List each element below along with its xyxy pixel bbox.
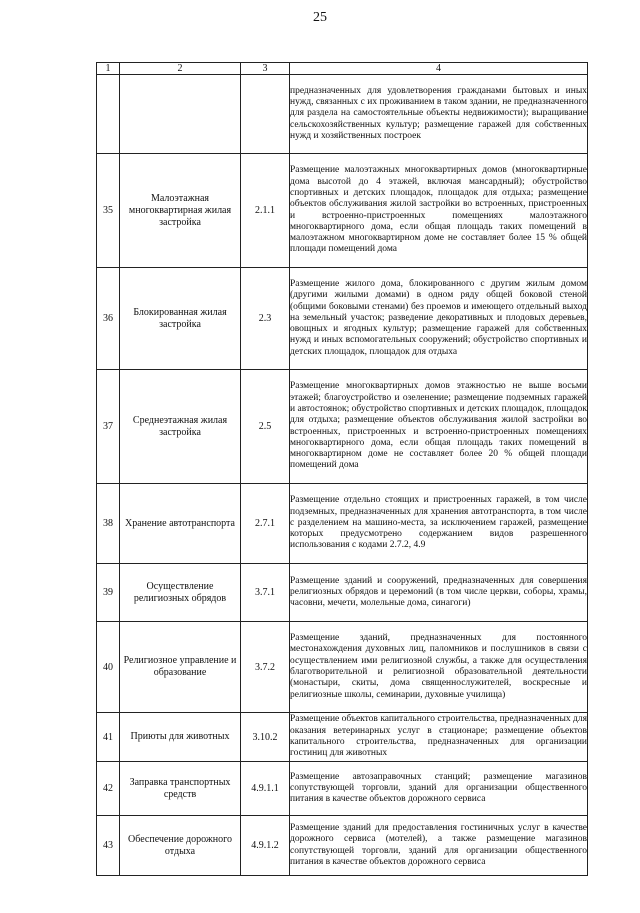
use-type-description: Размещение зданий для предоставления гостиничных услуг в качестве дорожного сервиса (мотелей), а также размещение магазинов сопутствующей торговли, зданий для организации общественного питания в качестве объектов дорожного сервиса bbox=[290, 816, 588, 876]
use-type-name bbox=[120, 75, 241, 154]
table-row bbox=[97, 154, 588, 268]
table-row bbox=[97, 564, 588, 622]
use-type-description: предназначенных для удовлетворения гражданами бытовых и иных нужд, связанных с их проживанием в таком здании, не предназначенного для раздела на самостоятельные объекты недвижимости); выращивание сельскохозяйственных культур; размещение гаражей для собственных нужд и хозяйственных построек bbox=[290, 75, 588, 154]
use-type-name: Хранение автотранспорта bbox=[120, 484, 241, 564]
land-use-table bbox=[96, 62, 588, 876]
use-type-description: Размещение многоквартирных домов этажностью не выше восьми этажей; благоустройство и озеленение; размещение подземных гаражей и автостоянок; обустройство спортивных и детских площадок, площадок для отдыха; размещение объектов обслуживания жилой застройки во встроенных, пристроенных и встроенно-пристроенных помещениях многоквартирного дома, если общая площадь таких помещений в многоквартирном доме не составляет более 20 % общей площади помещений дома bbox=[290, 370, 588, 484]
table-row bbox=[97, 268, 588, 370]
use-type-name: Блокированная жилая застройка bbox=[120, 268, 241, 370]
use-type-code bbox=[241, 75, 290, 154]
row-number bbox=[97, 75, 120, 154]
use-type-description: Размещение зданий, предназначенных для постоянного местонахождения духовных лиц, паломников и послушников в связи с осуществлением ими религиозной службы, а также для осуществления благотворительной и религиозной образовательной деятельности (монастыри, скиты, дома священнослужителей, воскресные и религиозные школы, семинарии, духовные училища) bbox=[290, 622, 588, 713]
use-type-code: 2.1.1 bbox=[241, 154, 290, 268]
use-type-name: Заправка транспортных средств bbox=[120, 762, 241, 816]
row-number: 40 bbox=[97, 622, 120, 713]
table-row bbox=[97, 75, 588, 154]
table-row bbox=[97, 370, 588, 484]
use-type-code: 4.9.1.1 bbox=[241, 762, 290, 816]
use-type-description: Размещение объектов капитального строительства, предназначенных для оказания ветеринарных услуг в стационаре; размещение объектов капитального строительства, предназначенных для организации гостиниц для животных bbox=[290, 713, 588, 762]
row-number: 43 bbox=[97, 816, 120, 876]
use-type-description: Размещение жилого дома, блокированного с другим жилым домом (другими жилыми домами) в одном ряду общей боковой стеной (общими боковыми стенами) без проемов и имеющего отдельный выход на земельный участок; разведение декоративных и плодовых деревьев, овощных и ягодных культур; размещение гаражей для собственных нужд и иных вспомогательных сооружений; обустройство спортивных и детских площадок, площадок для отдыха bbox=[290, 268, 588, 370]
row-number: 37 bbox=[97, 370, 120, 484]
use-type-name: Обеспечение дорожного отдыха bbox=[120, 816, 241, 876]
use-type-description: Размещение зданий и сооружений, предназначенных для совершения религиозных обрядов и церемоний (в том числе церкви, соборы, храмы, часовни, мечети, молельные дома, синагоги) bbox=[290, 564, 588, 622]
use-type-code: 2.5 bbox=[241, 370, 290, 484]
use-type-name: Приюты для животных bbox=[120, 713, 241, 762]
row-number: 42 bbox=[97, 762, 120, 816]
header-col-2: 2 bbox=[120, 63, 241, 75]
table-header-row bbox=[97, 63, 588, 75]
table-row bbox=[97, 816, 588, 876]
table-row bbox=[97, 622, 588, 713]
use-type-name: Среднеэтажная жилая застройка bbox=[120, 370, 241, 484]
use-type-code: 2.7.1 bbox=[241, 484, 290, 564]
use-type-name: Осуществление религиозных обрядов bbox=[120, 564, 241, 622]
use-type-description: Размещение отдельно стоящих и пристроенных гаражей, в том числе подземных, предназначенных для хранения автотранспорта, в том числе с разделением на машино-места, за исключением гаражей, размещение которых предусмотрено содержанием видов разрешенного использования с кодами 2.7.2, 4.9 bbox=[290, 484, 588, 564]
use-type-description: Размещение автозаправочных станций; размещение магазинов сопутствующей торговли, зданий для организации общественного питания в качестве объектов дорожного сервиса bbox=[290, 762, 588, 816]
row-number: 39 bbox=[97, 564, 120, 622]
header-col-4: 4 bbox=[290, 63, 588, 75]
use-type-name: Религиозное управление и образование bbox=[120, 622, 241, 713]
table-row bbox=[97, 762, 588, 816]
use-type-code: 2.3 bbox=[241, 268, 290, 370]
use-type-code: 3.7.2 bbox=[241, 622, 290, 713]
use-type-description: Размещение малоэтажных многоквартирных домов (многоквартирные дома высотой до 4 этажей, включая мансардный); обустройство спортивных и детских площадок, площадок для отдыха; размещение объектов обслуживания жилой застройки во встроенных, пристроенных и встроенно-пристроенных помещениях малоэтажного многоквартирного дома, если общая площадь таких помещений в малоэтажном многоквартирном доме не составляет более 15 % общей площади помещений дома bbox=[290, 154, 588, 268]
row-number: 35 bbox=[97, 154, 120, 268]
use-type-name: Малоэтажная многоквартирная жилая застройка bbox=[120, 154, 241, 268]
use-type-code: 4.9.1.2 bbox=[241, 816, 290, 876]
header-col-1: 1 bbox=[97, 63, 120, 75]
use-type-code: 3.7.1 bbox=[241, 564, 290, 622]
header-col-3: 3 bbox=[241, 63, 290, 75]
page-number: 25 bbox=[313, 10, 327, 25]
table-row bbox=[97, 713, 588, 762]
row-number: 41 bbox=[97, 713, 120, 762]
use-type-code: 3.10.2 bbox=[241, 713, 290, 762]
table-row bbox=[97, 484, 588, 564]
row-number: 38 bbox=[97, 484, 120, 564]
row-number: 36 bbox=[97, 268, 120, 370]
